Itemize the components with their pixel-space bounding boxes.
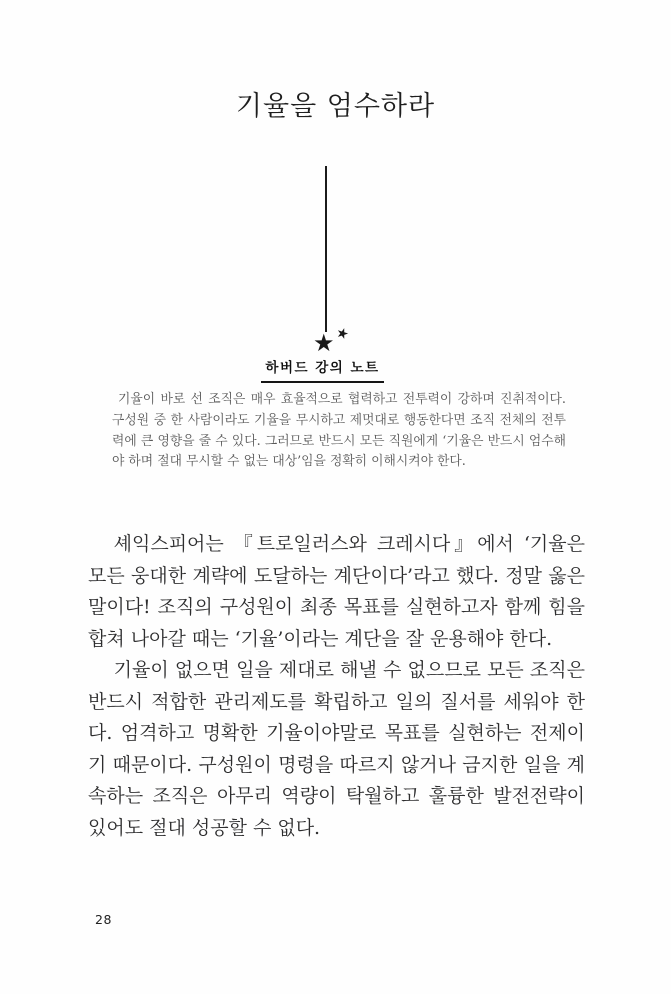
chapter-title: 기율을 엄수하라 <box>235 91 436 122</box>
body-paragraph: 셰익스피어는 『트로일러스와 크레시다』에서 ‘기율은 모든 웅대한 계략에 도달하는 계단이다’라고 했다. 정말 옳은 말이다! 조직의 구성원이 최종 목표를 실현하고자 함께 힘을 합쳐 나아갈 때는 ‘기율’이라는 계단을 잘 운용해야 한다. <box>88 533 585 650</box>
star-icon: ★ <box>333 324 351 344</box>
note-label-wrap <box>0 356 658 383</box>
note-label: 하버드 강의 노트 <box>261 356 383 383</box>
vertical-ornament-line <box>325 166 327 332</box>
body-text-block <box>88 529 585 844</box>
body-paragraph: 기율이 없으면 일을 제대로 해낼 수 없으므로 모든 조직은 반드시 적합한 관리제도를 확립하고 일의 질서를 세워야 한다. 엄격하고 명확한 기율이야말로 목표를 실현하는 전제이기 때문이다. 구성원이 명령을 따르지 않거나 금지한 일을 계속하는 조직은 아무리 역량이 탁월하고 훌륭한 발전전략이 있어도 절대 성공할 수 없다. <box>88 659 585 839</box>
star-icon: ★ <box>313 329 335 357</box>
note-paragraph: 기율이 바로 선 조직은 매우 효율적으로 협력하고 전투력이 강하며 진취적이다. 구성원 중 한 사람이라도 기율을 무시하고 제멋대로 행동한다면 조직 전체의 전투력에 큰 영향을 줄 수 있다. 그러므로 반드시 모든 직원에게 ‘기율은 반드시 엄수해야 하며 절대 무시할 수 없는 대상’임을 정확히 이해시켜야 한다. <box>112 392 566 470</box>
page-number: 28 <box>95 912 112 927</box>
